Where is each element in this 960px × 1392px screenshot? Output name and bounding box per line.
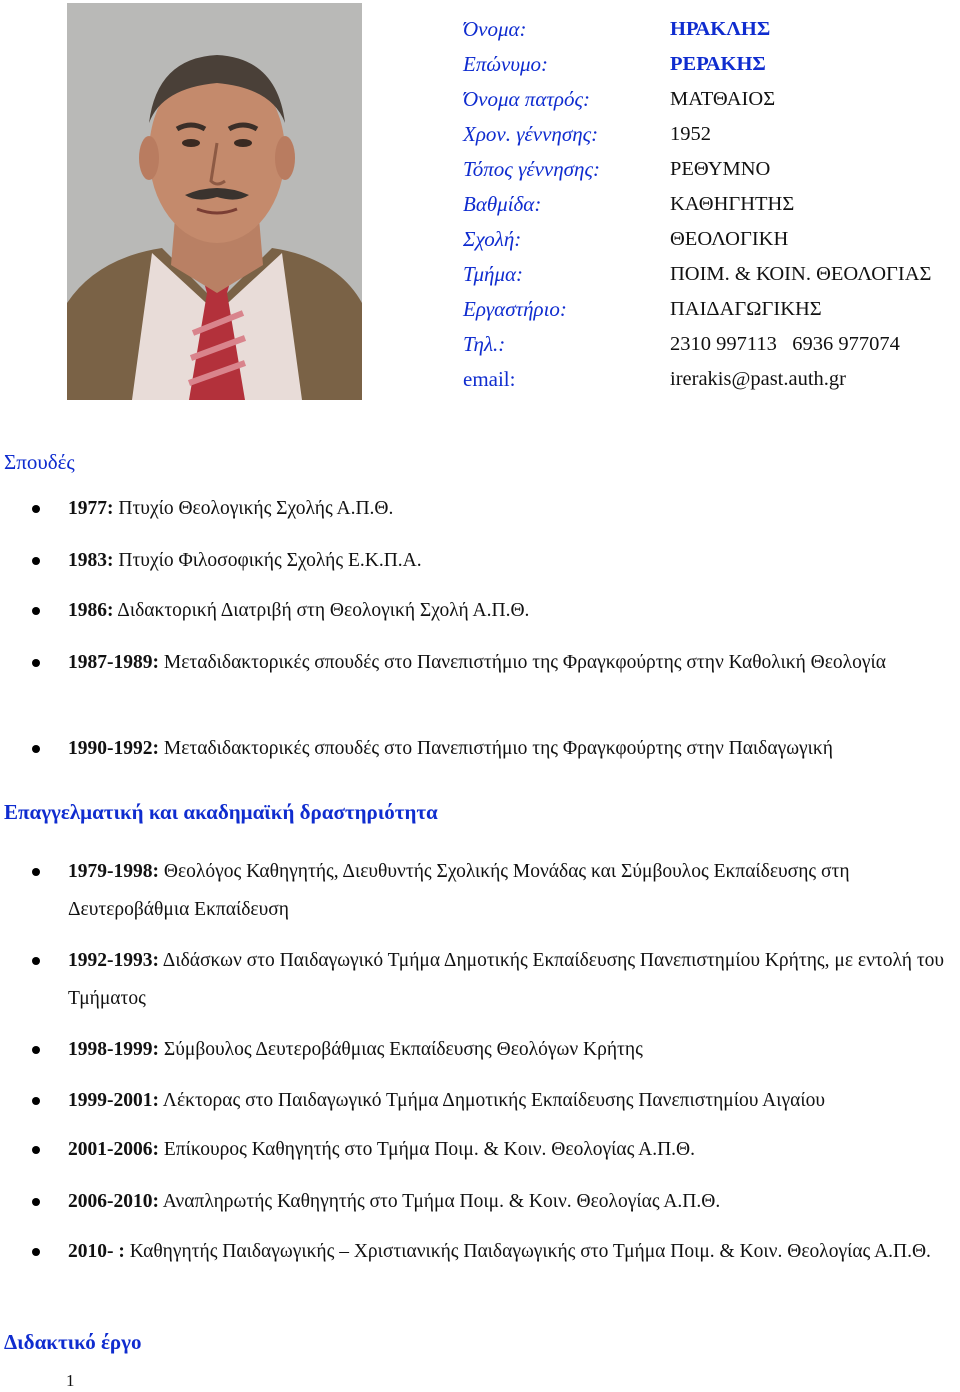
item-text: Διδακτορική Διατριβή στη Θεολογική Σχολή Α.Π.Θ. (113, 600, 530, 621)
studies-heading: Σπουδές (4, 450, 75, 474)
item-year: 1987-1989: (68, 652, 159, 673)
portrait-illustration (67, 3, 362, 400)
list-item (68, 1233, 948, 1271)
item-year: 1999-2001: (68, 1090, 159, 1111)
bullet-icon (32, 1248, 40, 1256)
info-label: Τόπος γέννησης: (463, 157, 600, 181)
item-year: 1977: (68, 498, 114, 519)
info-label: Τηλ.: (463, 332, 506, 356)
list-item (68, 942, 948, 1018)
bullet-icon (32, 607, 40, 615)
bullet-icon (32, 868, 40, 876)
bullet-icon (32, 659, 40, 667)
page-number: 1 (66, 1371, 75, 1390)
info-value: ΡΕΘΥΜΝΟ (670, 158, 771, 180)
info-value: ΠΑΙΔΑΓΩΓΙΚΗΣ (670, 298, 822, 320)
item-year: 2006-2010: (68, 1191, 159, 1212)
bullet-icon (32, 1146, 40, 1154)
item-year: 1998-1999: (68, 1039, 159, 1060)
item-text: Αναπληρωτής Καθηγητής στο Τμήμα Ποιμ. & Κοιν. Θεολογίας Α.Π.Θ. (159, 1191, 721, 1212)
list-item (68, 1131, 948, 1169)
list-item (68, 1183, 948, 1221)
bullet-icon (32, 505, 40, 513)
portrait-photo (67, 3, 362, 400)
info-label: Όνομα πατρός: (463, 87, 590, 111)
info-value: ΘΕΟΛΟΓΙΚΗ (670, 228, 789, 250)
bullet-icon (32, 557, 40, 565)
info-label: Όνομα: (463, 17, 527, 41)
bullet-icon (32, 957, 40, 965)
list-item (68, 1031, 948, 1069)
bullet-icon (32, 1097, 40, 1105)
list-item (68, 853, 948, 929)
list-item (68, 542, 948, 580)
item-text: Διδάσκων στο Παιδαγωγικό Τμήμα Δημοτικής Εκπαίδευσης Πανεπιστημίου Κρήτης, με εντολή του Τμήματος (68, 950, 945, 1009)
info-value: ΚΑΘΗΓΗΤΗΣ (670, 193, 795, 215)
item-year: 2001-2006: (68, 1139, 159, 1160)
bullet-icon (32, 1198, 40, 1206)
list-item (68, 1082, 948, 1120)
list-item (68, 644, 948, 682)
info-value: ΜΑΤΘΑΙΟΣ (670, 88, 776, 110)
info-label: Εργαστήριο: (463, 297, 567, 321)
item-text: Πτυχίο Φιλοσοφικής Σχολής Ε.Κ.Π.Α. (113, 550, 422, 571)
item-text: Σύμβουλος Δευτεροβάθμιας Εκπαίδευσης Θεολόγων Κρήτης (159, 1039, 643, 1060)
list-item (68, 490, 948, 528)
item-year: 2010- : (68, 1241, 125, 1262)
info-value: 1952 (670, 123, 711, 145)
item-year: 1983: (68, 550, 114, 571)
info-value: 2310 997113 6936 977074 (670, 333, 900, 355)
teaching-heading: Διδακτικό έργο (4, 1330, 142, 1354)
item-year: 1992-1993: (68, 950, 159, 971)
info-label: Χρον. γέννησης: (463, 122, 599, 146)
item-year: 1986: (68, 600, 114, 621)
info-value: ΠΟΙΜ. & ΚΟΙΝ. ΘΕΟΛΟΓΙΑΣ (670, 263, 932, 285)
info-label: Σχολή: (463, 227, 522, 251)
item-text: Επίκουρος Καθηγητής στο Τμήμα Ποιμ. & Κοιν. Θεολογίας Α.Π.Θ. (159, 1139, 695, 1160)
info-label: Βαθμίδα: (463, 192, 542, 216)
item-text: Λέκτορας στο Παιδαγωγικό Τμήμα Δημοτικής Εκπαίδευσης Πανεπιστημίου Αιγαίου (159, 1090, 825, 1111)
item-year: 1979-1998: (68, 861, 159, 882)
item-text: Καθηγητής Παιδαγωγικής – Χριστιανικής Παιδαγωγικής στο Τμήμα Ποιμ. & Κοιν. Θεολογίας Α.Π.Θ. (124, 1241, 931, 1262)
item-text: Πτυχίο Θεολογικής Σχολής Α.Π.Θ. (113, 498, 394, 519)
list-item (68, 730, 948, 768)
info-label: Τμήμα: (463, 262, 524, 286)
info-label: Επώνυμο: (463, 52, 548, 76)
item-text: Μεταδιδακτορικές σπουδές στο Πανεπιστήμιο της Φραγκφούρτης στην Παιδαγωγική (159, 738, 833, 759)
info-value: ΡΕΡΑΚΗΣ (670, 53, 766, 75)
info-label: email: (463, 367, 516, 391)
career-heading: Επαγγελματική και ακαδημαϊκή δραστηριότητα (4, 800, 438, 824)
bullet-icon (32, 745, 40, 753)
info-value[interactable]: irerakis@past.auth.gr (670, 368, 846, 390)
list-item (68, 592, 948, 630)
info-value: ΗΡΑΚΛΗΣ (670, 18, 771, 40)
item-text: Θεολόγος Καθηγητής, Διευθυντής Σχολικής Μονάδας και Σύμβουλος Εκπαίδευσης στη Δευτεροβάθμια Εκπαίδευση (68, 861, 850, 920)
item-year: 1990-1992: (68, 738, 159, 759)
bullet-icon (32, 1046, 40, 1054)
item-text: Μεταδιδακτορικές σπουδές στο Πανεπιστήμιο της Φραγκφούρτης στην Καθολική Θεολογία (159, 652, 886, 673)
